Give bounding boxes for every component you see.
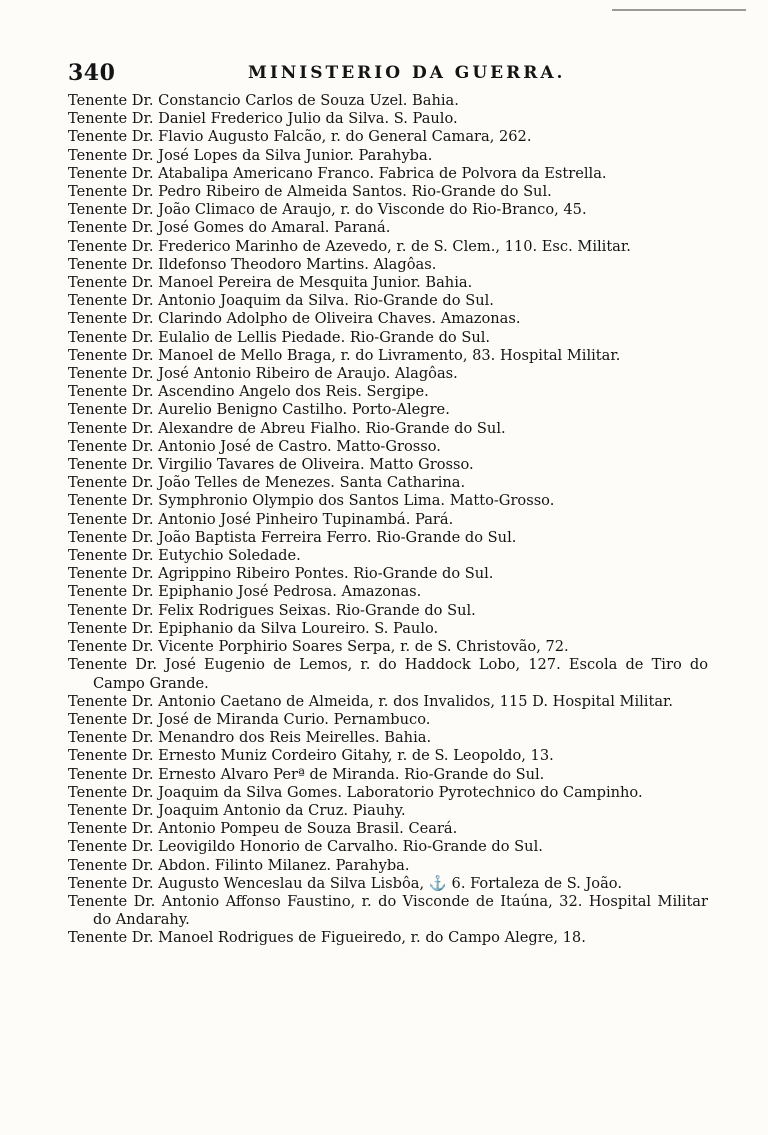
list-item: Tenente Dr. Leovigildo Honorio de Carvalho. Rio-Grande do Sul. (68, 838, 543, 856)
list-item: Tenente Dr. Manoel de Mello Braga, r. do Livramento, 83. Hospital Militar. (68, 346, 621, 364)
list-item: Tenente Dr. Antonio Pompeu de Souza Brasil. Ceará. (68, 820, 458, 838)
top-edge-rule (612, 9, 746, 11)
list-item: Tenente Dr. Flavio Augusto Falcão, r. do General Camara, 262. (68, 128, 532, 146)
list-item: Tenente Dr. Epiphanio da Silva Loureiro. S. Paulo. (68, 619, 439, 637)
list-item: Tenente Dr. João Telles de Menezes. Santa Catharina. (68, 474, 466, 492)
list-item: Tenente Dr. Frederico Marinho de Azevedo, r. de S. Clem., 110. Esc. Militar. (68, 237, 631, 255)
list-item: Tenente Dr. José Lopes da Silva Junior. Parahyba. (68, 146, 433, 164)
list-item: Tenente Dr. Eutychio Soledade. (68, 547, 301, 565)
page-number: 340 (68, 60, 116, 86)
list-item: Tenente Dr. Antonio Caetano de Almeida, r. dos Invalidos, 115 D. Hospital Militar. (68, 692, 674, 710)
list-item: Tenente Dr. Agrippino Ribeiro Pontes. Rio-Grande do Sul. (68, 565, 494, 583)
list-item: Tenente Dr. José Antonio Ribeiro de Araujo. Alagôas. (68, 365, 458, 383)
list-item: Tenente Dr. Augusto Wenceslau da Silva Lisbôa, ⚓ 6. Fortaleza de S. João. (68, 874, 622, 892)
list-item: Tenente Dr. Manoel Rodrigues de Figueiredo, r. do Campo Alegre, 18. (68, 929, 586, 947)
list-item: Tenente Dr. Clarindo Adolpho de Oliveira Chaves. Amazonas. (68, 310, 521, 328)
running-head-title: MINISTERIO DA GUERRA. (248, 63, 566, 83)
list-item: Tenente Dr. Epiphanio José Pedrosa. Amazonas. (68, 583, 422, 601)
list-item: Tenente Dr. Daniel Frederico Julio da Silva. S. Paulo. (68, 110, 458, 128)
list-item: Tenente Dr. Manoel Pereira de Mesquita Junior. Bahia. (68, 274, 473, 292)
list-item: Tenente Dr. Constancio Carlos de Souza Uzel. Bahia. (68, 92, 459, 109)
list-item: Tenente Dr. José Gomes do Amaral. Paraná. (68, 219, 391, 237)
list-item: Tenente Dr. Antonio José Pinheiro Tupinambá. Pará. (68, 510, 454, 528)
list-item: Tenente Dr. Menandro dos Reis Meirelles. Bahia. (68, 729, 432, 747)
list-item: Tenente Dr. Ascendino Angelo dos Reis. Sergipe. (68, 383, 429, 401)
list-item: Tenente Dr. Abdon. Filinto Milanez. Parahyba. (68, 856, 410, 874)
list-item: Tenente Dr. Ernesto Alvaro Perª de Miranda. Rio-Grande do Sul. (68, 765, 545, 783)
list-item: Tenente Dr. João Climaco de Araujo, r. do Visconde do Rio-Branco, 45. (68, 201, 587, 219)
list-item: Tenente Dr. Ildefonso Theodoro Martins. Alagôas. (68, 255, 437, 273)
list-item: Tenente Dr. Joaquim da Silva Gomes. Laboratorio Pyrotechnico do Campinho. (68, 783, 643, 801)
page-header (68, 60, 704, 86)
list-item: Tenente Dr. Antonio José de Castro. Matto-Grosso. (68, 437, 441, 455)
list-item: Tenente Dr. Aurelio Benigno Castilho. Porto-Alegre. (68, 401, 450, 419)
officer-list (68, 92, 708, 948)
list-item: Tenente Dr. Virgilio Tavares de Oliveira. Matto Grosso. (68, 456, 474, 474)
list-item: Tenente Dr. Atabalipa Americano Franco. Fabrica de Polvora da Estrella. (68, 164, 607, 182)
list-item: Tenente Dr. José Eugenio de Lemos, r. do Haddock Lobo, 127. Escola de Tiro do Campo Grande. (68, 656, 708, 692)
list-item: Tenente Dr. João Baptista Ferreira Ferro. Rio-Grande do Sul. (68, 528, 517, 546)
list-item: Tenente Dr. Ernesto Muniz Cordeiro Gitahy, r. de S. Leopoldo, 13. (68, 747, 554, 765)
list-item: Tenente Dr. Joaquim Antonio da Cruz. Piauhy. (68, 801, 406, 819)
list-item: Tenente Dr. Alexandre de Abreu Fialho. Rio-Grande do Sul. (68, 419, 506, 437)
list-item: Tenente Dr. Antonio Affonso Faustino, r. do Visconde de Itaúna, 32. Hospital Militar do Andarahy. (68, 892, 708, 929)
list-item: Tenente Dr. José de Miranda Curio. Pernambuco. (68, 710, 431, 728)
list-item: Tenente Dr. Eulalio de Lellis Piedade. Rio-Grande do Sul. (68, 328, 491, 346)
list-item: Tenente Dr. Vicente Porphirio Soares Serpa, r. de S. Christovão, 72. (68, 638, 569, 656)
list-item: Tenente Dr. Symphronio Olympio dos Santos Lima. Matto-Grosso. (68, 492, 555, 510)
list-item: Tenente Dr. Antonio Joaquim da Silva. Rio-Grande do Sul. (68, 292, 494, 310)
list-item: Tenente Dr. Felix Rodrigues Seixas. Rio-Grande do Sul. (68, 601, 476, 619)
list-item: Tenente Dr. Pedro Ribeiro de Almeida Santos. Rio-Grande do Sul. (68, 183, 552, 201)
